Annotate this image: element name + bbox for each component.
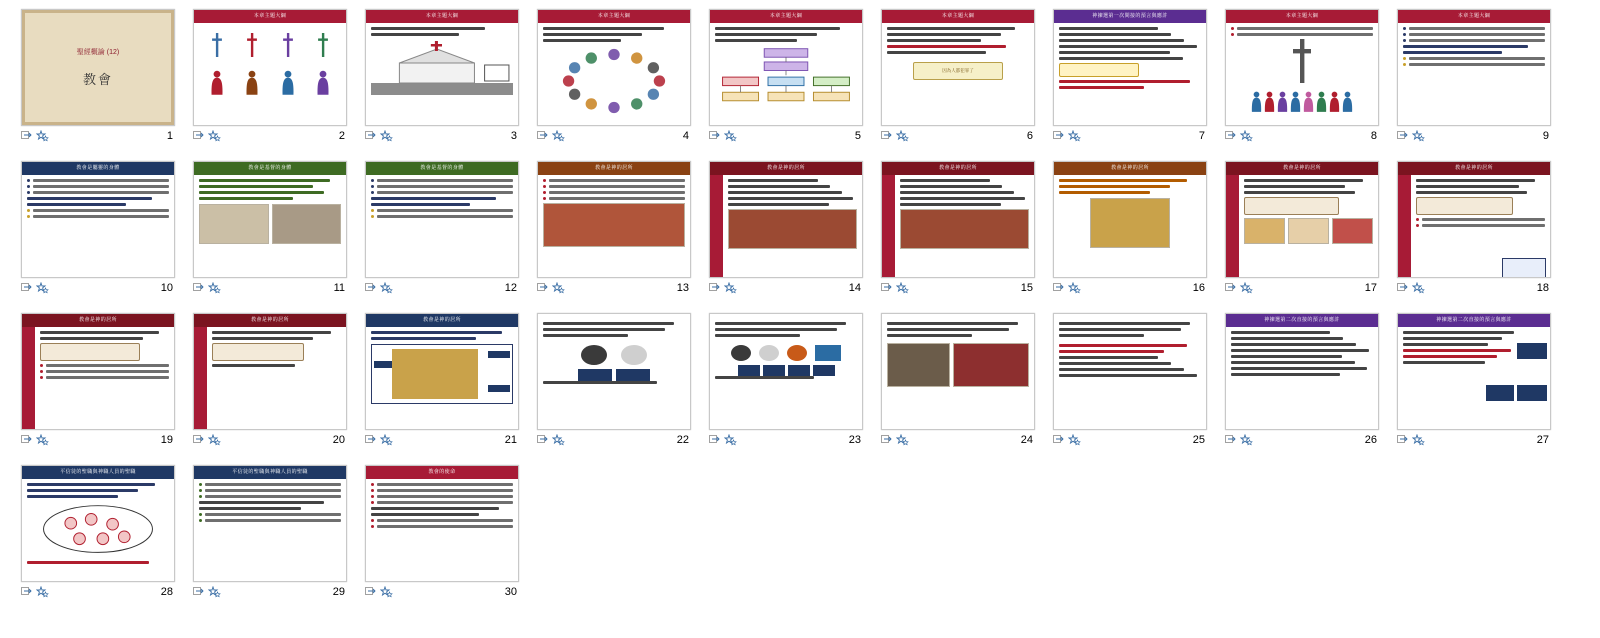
slide-thumbnail[interactable] [709, 161, 863, 278]
star-animation-icon[interactable] [1068, 282, 1081, 294]
star-animation-icon[interactable] [36, 130, 49, 142]
slide-icons [21, 130, 49, 142]
slide-icons [193, 434, 221, 446]
slide-icons [365, 130, 393, 142]
slide-icons [21, 434, 49, 446]
slide-thumbnail[interactable] [881, 313, 1035, 430]
slide-number: 6 [1026, 130, 1033, 142]
cover-slide [22, 10, 174, 125]
slide-footer [365, 282, 519, 300]
star-animation-icon[interactable] [380, 586, 393, 598]
slide-footer [21, 434, 175, 452]
slide-title: 教會的使命 [366, 466, 518, 479]
slide-footer [365, 434, 519, 452]
slide-icons [1397, 434, 1425, 446]
star-animation-icon[interactable] [1240, 434, 1253, 446]
slide-number: 1 [166, 130, 173, 142]
transition-icon[interactable] [365, 282, 378, 294]
slide-title: 教會是神的居所 [882, 162, 1034, 175]
slide-footer [21, 130, 175, 148]
slide-footer [881, 130, 1035, 148]
star-animation-icon[interactable] [896, 282, 909, 294]
slide-number: 4 [682, 130, 689, 142]
slide-cell[interactable] [190, 310, 362, 462]
slide-thumbnail[interactable] [1053, 313, 1207, 430]
slide-thumbnail[interactable] [881, 9, 1035, 126]
slide-footer [881, 282, 1035, 300]
transition-icon[interactable] [537, 282, 550, 294]
slide-cell[interactable] [534, 6, 706, 158]
slide-cell[interactable] [1050, 6, 1222, 158]
slide-footer [193, 434, 347, 452]
slide-title: 本章主題大綱 [882, 10, 1034, 23]
slide-footer [193, 586, 347, 604]
empty-slot [1050, 462, 1222, 614]
slide-icons [881, 434, 909, 446]
slide-thumbnail[interactable] [537, 161, 691, 278]
slide-footer [21, 282, 175, 300]
slide-icons [365, 282, 393, 294]
slide-icons [193, 282, 221, 294]
cover-title: 教會 [82, 72, 113, 87]
slide-icons [1225, 434, 1253, 446]
slide-number: 27 [1536, 434, 1549, 446]
star-animation-icon[interactable] [380, 130, 393, 142]
slide-cell[interactable] [190, 158, 362, 310]
transition-icon[interactable] [193, 282, 206, 294]
slide-icons [21, 586, 49, 598]
slide-footer [709, 282, 863, 300]
star-animation-icon[interactable] [552, 434, 565, 446]
star-animation-icon[interactable] [36, 282, 49, 294]
slide-icons [709, 282, 737, 294]
transition-icon[interactable] [881, 282, 894, 294]
slide-icons [709, 434, 737, 446]
slide-title: 教會是神的居所 [1054, 162, 1206, 175]
slide-cell[interactable] [18, 158, 190, 310]
slide-icons [193, 130, 221, 142]
slide-thumbnail[interactable] [365, 161, 519, 278]
slide-thumbnail[interactable] [881, 161, 1035, 278]
slide-icons [881, 130, 909, 142]
slide-cell[interactable] [362, 158, 534, 310]
star-animation-icon[interactable] [380, 434, 393, 446]
slide-cell[interactable] [190, 462, 362, 614]
slide-cell[interactable] [18, 462, 190, 614]
slide-cell[interactable] [1394, 310, 1566, 462]
slide-footer [1225, 434, 1379, 452]
empty-slot [534, 462, 706, 614]
slide-thumbnail[interactable] [1053, 161, 1207, 278]
empty-slot [1222, 462, 1394, 614]
slide-icons [1053, 282, 1081, 294]
star-animation-icon[interactable] [724, 130, 737, 142]
slide-thumbnail[interactable] [21, 465, 175, 582]
star-animation-icon[interactable] [36, 586, 49, 598]
slide-thumbnail[interactable] [709, 313, 863, 430]
star-animation-icon[interactable] [1412, 282, 1425, 294]
star-animation-icon[interactable] [724, 434, 737, 446]
slide-title: 教會是神的居所 [710, 162, 862, 175]
slide-number: 19 [160, 434, 173, 446]
slide-cell[interactable] [1222, 158, 1394, 310]
slide-footer [1397, 282, 1551, 300]
slide-number: 30 [504, 586, 517, 598]
star-animation-icon[interactable] [208, 434, 221, 446]
slide-title: 本章主題大綱 [366, 10, 518, 23]
slide-cell[interactable] [878, 310, 1050, 462]
slide-number: 17 [1364, 282, 1377, 294]
slide-number: 25 [1192, 434, 1205, 446]
slide-title: 神揀選第一次間接的預言與應許 [1054, 10, 1206, 23]
slide-footer [1225, 282, 1379, 300]
side-tab [710, 175, 723, 278]
cover-subtitle: 聖經概論 (12) [76, 49, 120, 56]
slide-footer [537, 130, 691, 148]
slide-title: 神揀選第二次直接的預言與應許 [1398, 314, 1550, 327]
slide-icons [537, 130, 565, 142]
slide-cell[interactable] [534, 310, 706, 462]
slide-cell[interactable] [706, 6, 878, 158]
slide-cell[interactable] [706, 158, 878, 310]
star-animation-icon[interactable] [896, 434, 909, 446]
slide-number: 29 [332, 586, 345, 598]
slide-thumbnail[interactable] [1397, 161, 1551, 278]
slide-footer [881, 434, 1035, 452]
slide-number: 10 [160, 282, 173, 294]
slide-thumbnail[interactable] [1397, 9, 1551, 126]
slide-icons [21, 282, 49, 294]
transition-icon[interactable] [1053, 130, 1066, 142]
slide-icons [1397, 282, 1425, 294]
star-animation-icon[interactable] [1240, 130, 1253, 142]
slide-thumbnail[interactable] [1225, 161, 1379, 278]
slide-number: 5 [854, 130, 861, 142]
slide-cell[interactable] [190, 6, 362, 158]
transition-icon[interactable] [709, 434, 722, 446]
slide-cell[interactable] [1050, 158, 1222, 310]
slide-footer [709, 434, 863, 452]
slide-number: 28 [160, 586, 173, 598]
slide-cell[interactable] [878, 6, 1050, 158]
slide-title: 教會是神的居所 [22, 314, 174, 327]
slide-footer [1225, 130, 1379, 148]
slide-title: 本章主題大綱 [194, 10, 346, 23]
slide-number: 12 [504, 282, 517, 294]
star-animation-icon[interactable] [552, 130, 565, 142]
slide-title: 教會是屬靈的身體 [22, 162, 174, 175]
star-animation-icon[interactable] [1068, 434, 1081, 446]
slide-thumbnail[interactable] [193, 161, 347, 278]
slide-icons [709, 130, 737, 142]
slide-number: 13 [676, 282, 689, 294]
slide-number: 15 [1020, 282, 1033, 294]
star-animation-icon[interactable] [208, 282, 221, 294]
slide-icons [1053, 130, 1081, 142]
slide-cell[interactable] [1050, 310, 1222, 462]
slide-thumbnail[interactable] [193, 9, 347, 126]
slide-number: 11 [333, 282, 345, 294]
slide-thumbnail[interactable] [21, 161, 175, 278]
slide-title: 平信徒的聖職與神職人員的聖職 [22, 466, 174, 479]
transition-icon[interactable] [1225, 434, 1238, 446]
slide-number: 9 [1542, 130, 1549, 142]
transition-icon[interactable] [1397, 130, 1410, 142]
slide-title: 本章主題大綱 [710, 10, 862, 23]
slide-footer [365, 130, 519, 148]
slide-footer [537, 282, 691, 300]
slide-thumbnail[interactable] [1225, 313, 1379, 430]
slide-number: 22 [676, 434, 689, 446]
slide-number: 20 [332, 434, 345, 446]
slide-icons [1225, 130, 1253, 142]
slide-thumbnail[interactable] [193, 465, 347, 582]
slide-title: 教會是基督的身體 [194, 162, 346, 175]
star-animation-icon[interactable] [1412, 434, 1425, 446]
transition-icon[interactable] [193, 586, 206, 598]
slide-title: 教會是神的居所 [366, 314, 518, 327]
transition-icon[interactable] [365, 586, 378, 598]
slide-footer [21, 586, 175, 604]
slide-thumbnail[interactable] [1225, 9, 1379, 126]
transition-icon[interactable] [881, 434, 894, 446]
transition-icon[interactable] [365, 130, 378, 142]
slide-cell[interactable] [18, 6, 190, 158]
transition-icon[interactable] [1053, 434, 1066, 446]
slide-thumbnail[interactable] [1397, 313, 1551, 430]
slide-cell[interactable] [534, 158, 706, 310]
side-tab [882, 175, 895, 278]
slide-number: 23 [848, 434, 861, 446]
transition-icon[interactable] [1225, 130, 1238, 142]
slide-footer [1053, 434, 1207, 452]
slide-footer [1053, 282, 1207, 300]
slide-footer [537, 434, 691, 452]
star-animation-icon[interactable] [552, 282, 565, 294]
transition-icon[interactable] [21, 586, 34, 598]
slide-title: 教會是基督的身體 [366, 162, 518, 175]
slide-icons [1053, 434, 1081, 446]
transition-icon[interactable] [537, 434, 550, 446]
slide-title: 本章主題大綱 [1398, 10, 1550, 23]
slide-footer [1397, 130, 1551, 148]
transition-icon[interactable] [881, 130, 894, 142]
slide-number: 14 [848, 282, 861, 294]
slide-cell[interactable] [706, 310, 878, 462]
transition-icon[interactable] [365, 434, 378, 446]
slide-number: 16 [1192, 282, 1205, 294]
slide-footer [1053, 130, 1207, 148]
star-animation-icon[interactable] [380, 282, 393, 294]
transition-icon[interactable] [537, 130, 550, 142]
slide-footer [1397, 434, 1551, 452]
slide-title: 平信徒的聖職與神職人員的聖職 [194, 466, 346, 479]
slide-icons [537, 282, 565, 294]
slide-footer [709, 130, 863, 148]
transition-icon[interactable] [1397, 434, 1410, 446]
slide-thumbnail[interactable] [193, 313, 347, 430]
empty-slot [1394, 462, 1566, 614]
slide-thumbnail[interactable] [365, 313, 519, 430]
slide-cell[interactable] [1394, 158, 1566, 310]
slide-cell[interactable] [1222, 310, 1394, 462]
slide-title: 神揀選第二次直接的預言與應許 [1226, 314, 1378, 327]
slide-footer [193, 282, 347, 300]
slide-title: 本章主題大綱 [1226, 10, 1378, 23]
transition-icon[interactable] [193, 434, 206, 446]
slide-icons [1225, 282, 1253, 294]
slide-icons [193, 586, 221, 598]
transition-icon[interactable] [709, 130, 722, 142]
slide-thumbnail[interactable] [21, 313, 175, 430]
slide-number: 18 [1536, 282, 1549, 294]
slide-number: 24 [1020, 434, 1033, 446]
star-animation-icon[interactable] [1412, 130, 1425, 142]
slide-number: 3 [510, 130, 517, 142]
slide-footer [365, 586, 519, 604]
transition-icon[interactable] [21, 130, 34, 142]
slide-title: 教會是神的居所 [194, 314, 346, 327]
slide-thumbnail[interactable] [1053, 9, 1207, 126]
slide-thumbnail[interactable] [709, 9, 863, 126]
slide-icons [881, 282, 909, 294]
slide-number: 8 [1370, 130, 1377, 142]
empty-slot [878, 462, 1050, 614]
slide-icons [1397, 130, 1425, 142]
transition-icon[interactable] [1225, 282, 1238, 294]
slide-icons [365, 586, 393, 598]
transition-icon[interactable] [1053, 282, 1066, 294]
star-animation-icon[interactable] [208, 130, 221, 142]
slide-icons [365, 434, 393, 446]
star-animation-icon[interactable] [724, 282, 737, 294]
slide-thumbnail[interactable] [537, 313, 691, 430]
transition-icon[interactable] [21, 434, 34, 446]
slide-cell[interactable] [362, 310, 534, 462]
star-animation-icon[interactable] [208, 586, 221, 598]
slide-cell[interactable] [18, 310, 190, 462]
transition-icon[interactable] [193, 130, 206, 142]
transition-icon[interactable] [1397, 282, 1410, 294]
star-animation-icon[interactable] [1068, 130, 1081, 142]
transition-icon[interactable] [709, 282, 722, 294]
callout-box: 因為人都犯罪了 [913, 62, 1003, 80]
slide-cell[interactable] [362, 462, 534, 614]
star-animation-icon[interactable] [896, 130, 909, 142]
slide-number: 26 [1364, 434, 1377, 446]
slide-cell[interactable] [362, 6, 534, 158]
slide-icons [537, 434, 565, 446]
slide-thumbnail[interactable] [365, 9, 519, 126]
slide-footer [193, 130, 347, 148]
slide-title: 本章主題大綱 [538, 10, 690, 23]
transition-icon[interactable] [21, 282, 34, 294]
slide-title: 教會是神的居所 [538, 162, 690, 175]
slide-cell[interactable] [878, 158, 1050, 310]
slide-thumbnail[interactable] [365, 465, 519, 582]
slide-title: 教會是神的居所 [1398, 162, 1550, 175]
church-illustration [371, 39, 513, 95]
slide-cell[interactable] [1394, 6, 1566, 158]
slide-cell[interactable] [1222, 6, 1394, 158]
slide-number: 7 [1198, 130, 1205, 142]
slide-number: 21 [504, 434, 517, 446]
slide-title: 教會是神的居所 [1226, 162, 1378, 175]
star-animation-icon[interactable] [1240, 282, 1253, 294]
star-animation-icon[interactable] [36, 434, 49, 446]
slide-number: 2 [338, 130, 345, 142]
slide-thumbnail[interactable] [537, 9, 691, 126]
slide-thumbnail[interactable] [21, 9, 175, 126]
empty-slot [706, 462, 878, 614]
